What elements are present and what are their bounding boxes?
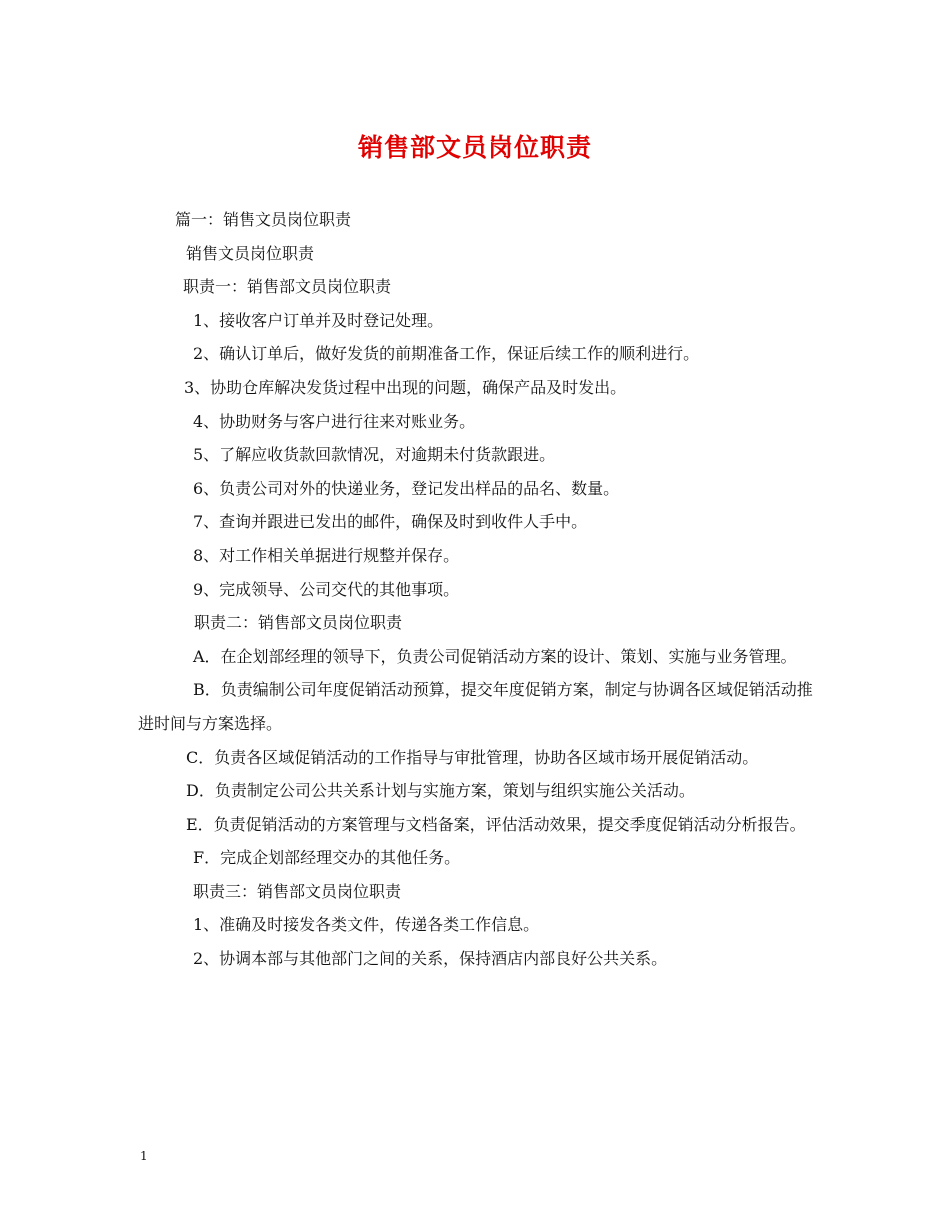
list-item: A．在企划部经理的领导下，负责公司促销活动方案的设计、策划、实施与业务管理。 — [193, 646, 797, 666]
list-item: 1、接收客户订单并及时登记处理。 — [193, 310, 444, 330]
duty-heading: 职责一：销售部文员岗位职责 — [183, 277, 392, 297]
document-body — [138, 203, 813, 976]
list-item: 5、了解应收货款回款情况，对逾期未付货款跟进。 — [193, 445, 556, 465]
list-item: 3、协助仓库解决发货过程中出现的问题，确保产品及时发出。 — [184, 377, 627, 397]
duty-heading: 职责三：销售部文员岗位职责 — [193, 881, 402, 901]
list-item: 4、协助财务与客户进行往来对账业务。 — [193, 411, 476, 431]
list-item: D．负责制定公司公共关系计划与实施方案，策划与组织实施公关活动。 — [186, 781, 695, 801]
list-item: B．负责编制公司年度促销活动预算，提交年度促销方案，制定与协调各区域促销活动推进时间与方案选择。 — [138, 680, 813, 733]
list-item: 2、协调本部与其他部门之间的关系，保持酒店内部良好公共关系。 — [193, 949, 668, 969]
subsection-heading: 销售文员岗位职责 — [186, 243, 315, 263]
list-item: F．完成企划部经理交办的其他任务。 — [193, 848, 461, 868]
list-item: C．负责各区域促销活动的工作指导与审批管理，协助各区域市场开展促销活动。 — [186, 747, 759, 767]
list-item: 7、查询并跟进已发出的邮件，确保及时到收件人手中。 — [193, 512, 588, 532]
list-item: E．负责促销活动的方案管理与文档备案，评估活动效果，提交季度促销活动分析报告。 — [186, 814, 806, 834]
list-item: 8、对工作相关单据进行规整并保存。 — [193, 545, 460, 565]
section-heading: 篇一：销售文员岗位职责 — [175, 210, 352, 229]
list-item: 9、完成领导、公司交代的其他事项。 — [193, 579, 460, 599]
document-title: 销售部文员岗位职责 — [357, 133, 592, 162]
list-item: 6、负责公司对外的快递业务，登记发出样品的品名、数量。 — [193, 478, 620, 498]
list-item: 2、确认订单后，做好发货的前期准备工作，保证后续工作的顺利进行。 — [193, 344, 700, 364]
list-item: 1、准确及时接发各类文件，传递各类工作信息。 — [193, 915, 540, 935]
duty-heading: 职责二：销售部文员岗位职责 — [194, 613, 403, 633]
page-number: 1 — [140, 1149, 148, 1163]
